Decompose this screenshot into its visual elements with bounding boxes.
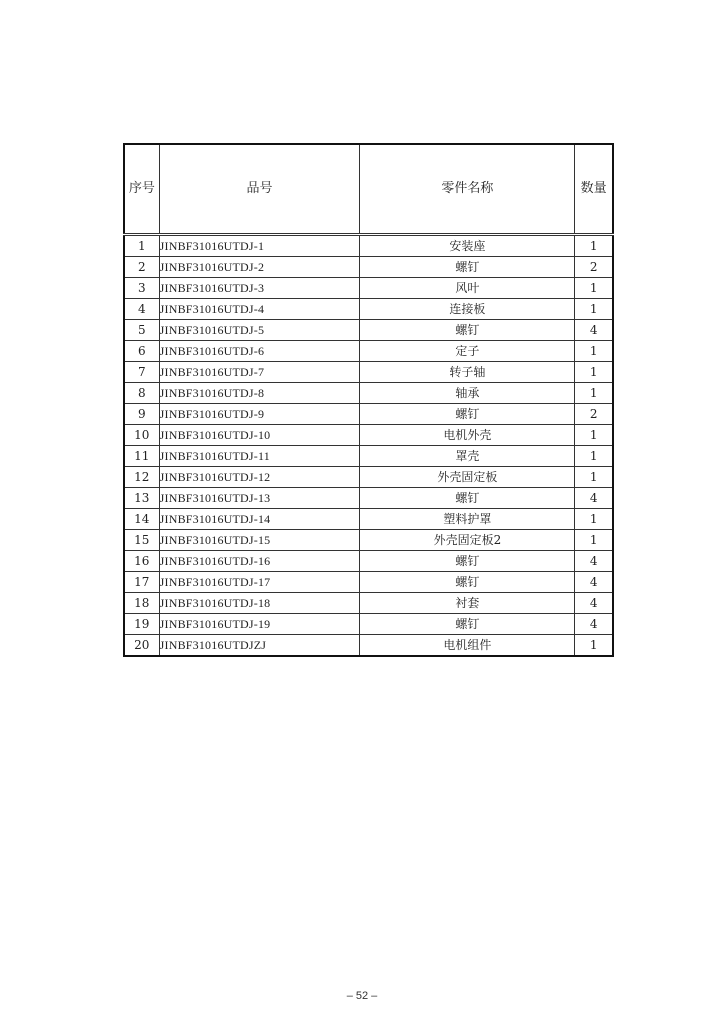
row-part-number-cell: JINBF31016UTDJ-12 [159,467,360,488]
row-quantity-cell: 4 [575,320,613,341]
row-quantity-cell: 2 [575,257,613,278]
row-quantity-cell: 2 [575,404,613,425]
row-part-number-cell: JINBF31016UTDJ-8 [159,383,360,404]
row-part-number-cell: JINBF31016UTDJ-2 [159,257,360,278]
header-code: 品号 [159,144,360,235]
row-quantity-cell: 1 [575,299,613,320]
header-row [124,144,613,235]
row-part-name-cell: 连接板 [360,299,575,320]
row-seq-cell: 9 [124,404,159,425]
row-part-number-cell: JINBF31016UTDJ-5 [159,320,360,341]
row-seq-cell: 18 [124,593,159,614]
row-part-name-cell: 外壳固定板 [360,467,575,488]
row-part-name-cell: 电机组件 [360,635,575,657]
row-part-number-cell: JINBF31016UTDJ-10 [159,425,360,446]
row-quantity-cell: 1 [575,383,613,404]
row-part-number-cell: JINBF31016UTDJ-1 [159,235,360,257]
row-seq-cell: 19 [124,614,159,635]
header-qty: 数量 [575,144,613,235]
row-quantity-cell: 4 [575,593,613,614]
table-row [124,467,613,488]
table-row [124,446,613,467]
row-seq-cell: 11 [124,446,159,467]
row-part-name-cell: 定子 [360,341,575,362]
table-row [124,257,613,278]
row-part-number-cell: JINBF31016UTDJ-18 [159,593,360,614]
table-row [124,635,613,657]
row-part-number-cell: JINBF31016UTDJ-17 [159,572,360,593]
row-part-number-cell: JINBF31016UTDJ-6 [159,341,360,362]
row-part-number-cell: JINBF31016UTDJ-7 [159,362,360,383]
table-row [124,551,613,572]
row-quantity-cell: 4 [575,572,613,593]
table-row [124,235,613,257]
parts-table-body [124,235,613,657]
row-seq-cell: 20 [124,635,159,657]
table-row [124,509,613,530]
table-row [124,614,613,635]
row-seq-cell: 2 [124,257,159,278]
row-part-number-cell: JINBF31016UTDJ-19 [159,614,360,635]
row-quantity-cell: 1 [575,509,613,530]
header-seq: 序号 [124,144,159,235]
row-seq-cell: 5 [124,320,159,341]
row-part-number-cell: JINBF31016UTDJ-15 [159,530,360,551]
row-seq-cell: 12 [124,467,159,488]
table-row [124,593,613,614]
table-row [124,362,613,383]
row-quantity-cell: 4 [575,488,613,509]
table-row [124,572,613,593]
parts-table-header [124,144,613,235]
row-quantity-cell: 1 [575,467,613,488]
row-part-number-cell: JINBF31016UTDJ-11 [159,446,360,467]
row-seq-cell: 17 [124,572,159,593]
row-quantity-cell: 1 [575,362,613,383]
row-part-name-cell: 风叶 [360,278,575,299]
row-quantity-cell: 4 [575,551,613,572]
row-part-name-cell: 外壳固定板2 [360,530,575,551]
row-seq-cell: 10 [124,425,159,446]
row-part-name-cell: 螺钉 [360,488,575,509]
row-part-name-cell: 螺钉 [360,551,575,572]
row-part-number-cell: JINBF31016UTDJ-4 [159,299,360,320]
row-seq-cell: 3 [124,278,159,299]
row-seq-cell: 15 [124,530,159,551]
row-part-name-cell: 螺钉 [360,257,575,278]
row-part-name-cell: 电机外壳 [360,425,575,446]
table-row [124,341,613,362]
row-quantity-cell: 1 [575,425,613,446]
row-quantity-cell: 1 [575,635,613,657]
page-number: – 52 – [346,990,378,1002]
row-seq-cell: 13 [124,488,159,509]
row-part-name-cell: 轴承 [360,383,575,404]
table-row [124,404,613,425]
row-seq-cell: 7 [124,362,159,383]
table-row [124,278,613,299]
table-row [124,530,613,551]
row-seq-cell: 14 [124,509,159,530]
table-row [124,425,613,446]
row-part-name-cell: 衬套 [360,593,575,614]
row-part-number-cell: JINBF31016UTDJ-3 [159,278,360,299]
table-row [124,299,613,320]
row-seq-cell: 1 [124,235,159,257]
row-part-name-cell: 螺钉 [360,572,575,593]
row-seq-cell: 8 [124,383,159,404]
row-part-name-cell: 塑料护罩 [360,509,575,530]
row-quantity-cell: 1 [575,530,613,551]
row-quantity-cell: 1 [575,446,613,467]
table-row [124,488,613,509]
row-seq-cell: 6 [124,341,159,362]
parts-table [123,143,614,657]
row-quantity-cell: 1 [575,341,613,362]
row-part-name-cell: 转子轴 [360,362,575,383]
table-row [124,320,613,341]
row-quantity-cell: 1 [575,235,613,257]
row-part-name-cell: 罩壳 [360,446,575,467]
row-seq-cell: 4 [124,299,159,320]
row-part-number-cell: JINBF31016UTDJZJ [159,635,360,657]
row-part-number-cell: JINBF31016UTDJ-9 [159,404,360,425]
row-part-name-cell: 螺钉 [360,404,575,425]
row-quantity-cell: 4 [575,614,613,635]
row-part-name-cell: 螺钉 [360,320,575,341]
row-seq-cell: 16 [124,551,159,572]
row-part-number-cell: JINBF31016UTDJ-16 [159,551,360,572]
row-quantity-cell: 1 [575,278,613,299]
header-name: 零件名称 [360,144,575,235]
table-row [124,383,613,404]
row-part-name-cell: 螺钉 [360,614,575,635]
row-part-number-cell: JINBF31016UTDJ-13 [159,488,360,509]
row-part-name-cell: 安装座 [360,235,575,257]
row-part-number-cell: JINBF31016UTDJ-14 [159,509,360,530]
